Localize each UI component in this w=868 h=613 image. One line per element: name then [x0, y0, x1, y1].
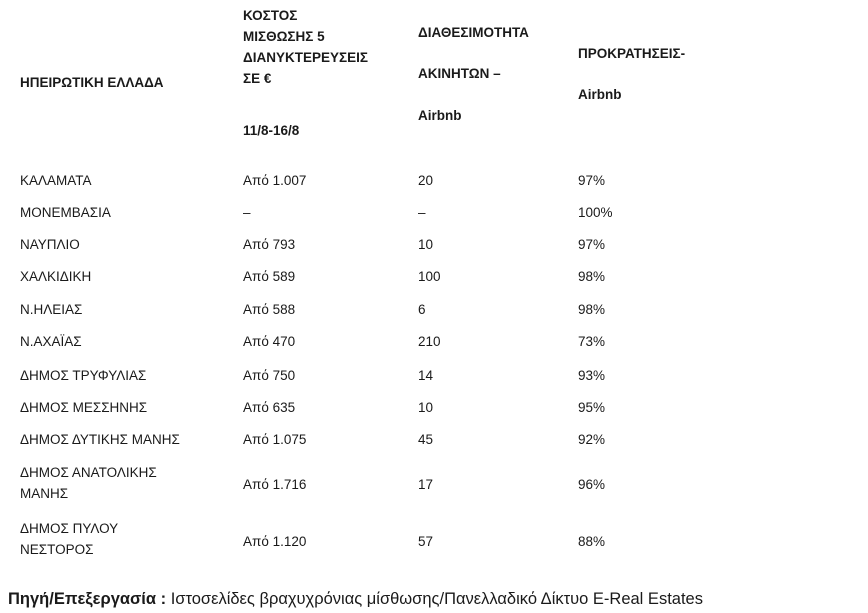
row-availability: 210: [418, 334, 441, 349]
row-availability: 10: [418, 400, 434, 415]
row-bookings: 98%: [578, 269, 606, 284]
row-region: ΔΗΜΟΣ ΤΡΥΦΥΛΙΑΣ: [20, 368, 147, 383]
row-availability: 17: [418, 477, 434, 492]
source-note: [8, 590, 703, 609]
row-cost: Από 1.716: [243, 477, 307, 492]
row-availability: 20: [418, 173, 434, 188]
row-availability: 6: [418, 302, 426, 317]
row-region: ΚΑΛΑΜΑΤΑ: [20, 173, 92, 188]
row-cost: Από 1.075: [243, 432, 307, 447]
row-availability: –: [418, 205, 426, 220]
row-cost: Από 635: [243, 400, 296, 415]
header-cost: [243, 5, 368, 89]
header-cost-line: ΚΟΣΤΟΣ: [243, 8, 298, 23]
row-region: Ν.ΑΧΑΪΑΣ: [20, 334, 82, 349]
row-availability: 45: [418, 432, 434, 447]
row-bookings: 95%: [578, 400, 606, 415]
row-bookings: 96%: [578, 477, 606, 492]
row-cost: Από 588: [243, 302, 296, 317]
row-bookings: 88%: [578, 534, 606, 549]
row-cost: Από 1.007: [243, 173, 307, 188]
row-availability: 10: [418, 237, 434, 252]
row-cost: Από 589: [243, 269, 296, 284]
row-region: ΧΑΛΚΙΔΙΚΗ: [20, 269, 92, 284]
header-cost-line: ΔΙΑΝΥΚΤΕΡΕΥΣΕΙΣ: [243, 50, 368, 65]
row-cost: Από 793: [243, 237, 296, 252]
header-cost-dates: 11/8-16/8: [243, 123, 300, 138]
row-region: ΔΗΜΟΣ ΑΝΑΤΟΛΙΚΗΣ ΜΑΝΗΣ: [20, 465, 157, 501]
row-cost: Από 1.120: [243, 534, 307, 549]
source-label: Πηγή/Επεξεργασία :: [8, 590, 167, 608]
row-availability: 100: [418, 269, 441, 284]
row-bookings: 97%: [578, 237, 606, 252]
row-region: ΔΗΜΟΣ ΜΕΣΣΗΝΗΣ: [20, 400, 148, 415]
row-bookings: 93%: [578, 368, 606, 383]
row-region: ΝΑΥΠΛΙΟ: [20, 237, 80, 252]
row-region: ΔΗΜΟΣ ΔΥΤΙΚΗΣ ΜΑΝΗΣ: [20, 432, 180, 447]
row-bookings: 73%: [578, 334, 606, 349]
source-text: Ιστοσελίδες βραχυχρόνιας μίσθωσης/Πανελλαδικό Δίκτυο E-Real Estates: [166, 590, 703, 608]
row-region: ΔΗΜΟΣ ΠΥΛΟΥ ΝΕΣΤΟΡΟΣ: [20, 521, 118, 557]
header-bookings-line2: Airbnb: [578, 87, 622, 102]
row-bookings: 100%: [578, 205, 613, 220]
header-bookings-line1: ΠΡΟΚΡΑΤΗΣΕΙΣ-: [578, 46, 686, 61]
header-availability-line2: ΑΚΙΝΗΤΩΝ –: [418, 66, 501, 81]
row-bookings: 92%: [578, 432, 606, 447]
row-region: ΜΟΝΕΜΒΑΣΙΑ: [20, 205, 111, 220]
row-cost: Από 470: [243, 334, 296, 349]
row-availability: 57: [418, 534, 434, 549]
header-cost-line: ΣΕ €: [243, 71, 272, 86]
row-bookings: 98%: [578, 302, 606, 317]
row-cost: Από 750: [243, 368, 296, 383]
header-availability-line3: Airbnb: [418, 108, 462, 123]
row-availability: 14: [418, 368, 434, 383]
row-cost: –: [243, 205, 251, 220]
row-bookings: 97%: [578, 173, 606, 188]
header-availability-line1: ΔΙΑΘΕΣΙΜΟΤΗΤΑ: [418, 25, 529, 40]
header-region: ΗΠΕΙΡΩΤΙΚΗ ΕΛΛΑΔΑ: [20, 75, 164, 90]
row-region: Ν.ΗΛΕΙΑΣ: [20, 302, 83, 317]
header-cost-line: ΜΙΣΘΩΣΗΣ 5: [243, 29, 325, 44]
